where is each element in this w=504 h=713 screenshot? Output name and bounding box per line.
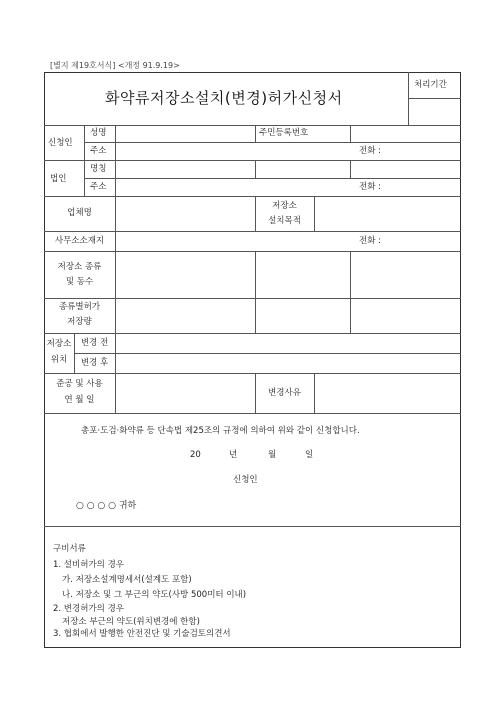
declaration-applicant-label: 신청인 <box>233 475 258 485</box>
corporation-address-label: 주소 <box>90 182 107 192</box>
rule-label-column <box>115 125 116 413</box>
rule-capacity-bottom <box>44 333 461 334</box>
rule-storage-type-bottom <box>44 298 461 299</box>
purpose-label-line2: 설치목적 <box>268 216 301 226</box>
change-reason-label: 변경사유 <box>268 388 301 398</box>
capacity-label-line2: 저장량 <box>67 317 92 327</box>
document-item: 3. 협회에서 발행한 안전진단 및 기술검토의견서 <box>53 629 231 639</box>
completion-label-line1: 준공 및 사용 <box>56 379 103 389</box>
office-location-label: 사무소소재지 <box>54 236 105 246</box>
storage-type-label-line2: 및 동수 <box>65 277 94 287</box>
rule-declaration-bottom <box>44 526 461 527</box>
recipient-line: ○ ○ ○ ○ 귀하 <box>76 501 137 511</box>
applicant-phone-label: 전화 : <box>359 146 381 156</box>
rule-applicant-name <box>255 125 256 142</box>
completion-label-line2: 연 월 일 <box>64 395 95 405</box>
rule-processing <box>408 98 461 99</box>
rule-business-bottom <box>44 231 461 232</box>
rule-business-b <box>314 196 315 231</box>
date-year-label: 년 <box>229 450 238 460</box>
office-phone-label: 전화 : <box>359 236 381 246</box>
date-year-prefix: 20 <box>190 450 201 460</box>
declaration-statement: 총포·도검·화약류 등 단속법 제25조의 규정에 의하여 위와 같이 신청합니다. <box>81 426 360 436</box>
rule-location-bottom <box>44 373 461 374</box>
rule-title-split <box>408 72 409 125</box>
business-name-label: 업체명 <box>67 208 92 218</box>
location-group-label-line2: 위치 <box>50 355 68 365</box>
rule-corp-name-a <box>255 160 256 178</box>
form-reference: [별지 제19호서식] <개정 91.9.19> <box>50 61 180 70</box>
rule-office-bottom <box>44 251 461 252</box>
rule-corp-bottom <box>44 196 461 197</box>
corporation-phone-label: 전화 : <box>359 182 381 192</box>
document-item: 가. 저장소설계명세서(설계도 포함) <box>62 575 192 585</box>
rule-corp-name-b <box>350 160 351 178</box>
document-item: 저장소 부근의 약도(위치변경에 한함) <box>62 617 200 627</box>
purpose-label-line1: 저장소 <box>272 201 297 211</box>
rule-completion-bottom <box>44 413 461 414</box>
document-item: 1. 설비허가의 경우 <box>53 560 124 570</box>
capacity-label-line1: 종류별허가 <box>58 302 101 312</box>
rule-corp-mid <box>84 178 461 179</box>
documents-heading: 구비서류 <box>53 544 86 554</box>
corporation-group-label: 법인 <box>50 174 67 184</box>
rule-location-mid <box>74 353 461 354</box>
rule-grid-b <box>350 251 351 333</box>
corporation-name-label: 명칭 <box>90 164 107 174</box>
applicant-id-label: 주민등록번호 <box>259 128 309 138</box>
rule-title-bottom <box>44 125 461 126</box>
date-day-label: 일 <box>305 450 314 460</box>
rule-applicant-id <box>350 125 351 142</box>
location-after-label: 변경 후 <box>80 358 109 368</box>
applicant-group-label: 신청인 <box>48 138 73 148</box>
document-item: 나. 저장소 및 그 부근의 약도(사방 500미터 이내) <box>62 590 247 600</box>
storage-type-label-line1: 저장소 종류 <box>57 262 102 272</box>
rule-applicant-mid <box>84 142 461 143</box>
date-month-label: 월 <box>268 450 277 460</box>
document-item: 2. 변경허가의 경우 <box>53 604 124 614</box>
location-before-label: 변경 전 <box>80 338 109 348</box>
applicant-address-label: 주소 <box>90 146 107 156</box>
rule-group-label <box>84 125 85 196</box>
rule-grid-a <box>255 251 256 333</box>
processing-period-label: 처리기간 <box>414 80 447 90</box>
applicant-name-label: 성명 <box>90 128 107 138</box>
form-title: 화약류저장소설치(변경)허가신청서 <box>105 89 343 107</box>
rule-applicant-bottom <box>44 160 461 161</box>
rule-completion-b <box>314 373 315 413</box>
location-group-label-line1: 저장소 <box>46 339 72 349</box>
